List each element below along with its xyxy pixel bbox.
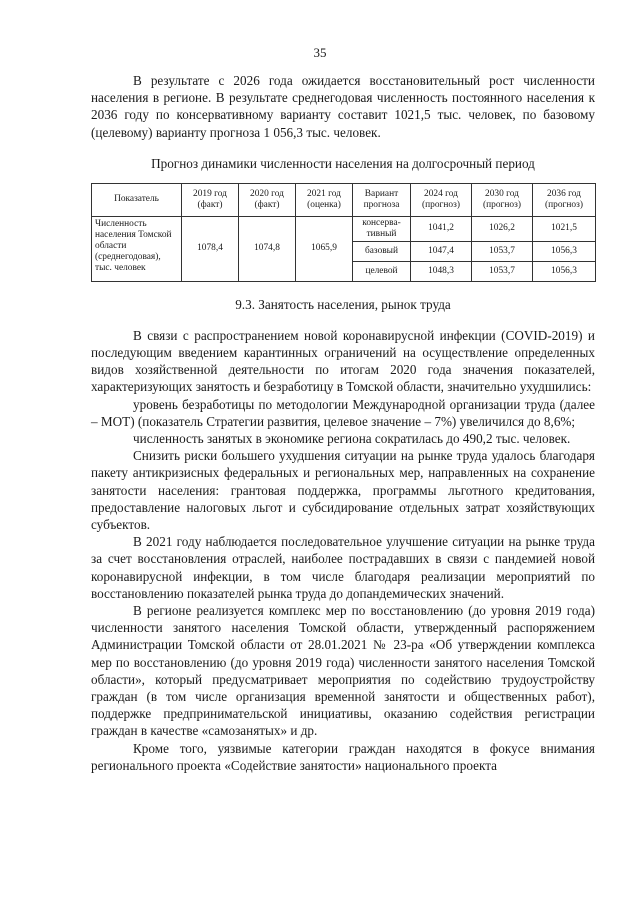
value-2019: 1078,4: [182, 216, 239, 281]
paragraph: численность занятых в экономике региона сократилась до 490,2 тыс. человек.: [133, 431, 571, 447]
header-2019: 2019 год (факт): [182, 183, 239, 216]
paragraph: В 2021 году наблюдается последовательное улучшение ситуации на рынке труда за счет восстановления отраслей, наиболее пострадавших в связи с пандемией новой коронавирусной инфекции, в том числе благодаря реализации мероприятий по восстановлению показателей рынка труда до допандемических значений.: [91, 534, 595, 601]
value-2036: 1056,3: [533, 241, 596, 261]
document-body: [91, 72, 595, 774]
value-2030: 1053,7: [472, 241, 533, 261]
indicator-cell: Численность населения Томской области (среднегодовая), тыс. человек: [92, 216, 182, 281]
variant-name: консерва-тивный: [353, 216, 411, 241]
header-2021: 2021 год (оценка): [296, 183, 353, 216]
table-header-row: [92, 183, 596, 216]
section-title: 9.3. Занятость населения, рынок труда: [235, 296, 451, 312]
header-2024: 2024 год (прогноз): [411, 183, 472, 216]
header-2020: 2020 год (факт): [239, 183, 296, 216]
table-row: [92, 216, 596, 241]
paragraph: В связи с распространением новой коронавирусной инфекции (COVID-2019) и последующим введением карантинных ограничений на осуществление определенных видов хозяйственной деятельности по итогам 2020 года значения показателей, характеризующих занятость и безработицу в Томской области, значительно ухудшились:: [91, 327, 595, 395]
value-2024: 1048,3: [411, 261, 472, 281]
paragraph: В регионе реализуется комплекс мер по восстановлению (до уровня 2019 года) численности занятого населения Томской области, утвержденный распоряжением Администрации Томской области от 28.01.2021 № 23-ра «Об утверждении комплекса мер по восстановлению (до уровня 2019 года) численности занятого населения Томской области», который предусматривает мероприятия по содействию трудоустройству граждан (в том числе организация временной занятости и общественных работ), поддержке предпринимательской инициативы, оказанию содействия регистрации граждан в качестве «самозанятых» и др.: [91, 603, 595, 739]
population-forecast-table: [91, 183, 596, 282]
value-2021: 1065,9: [296, 216, 353, 281]
paragraph: Кроме того, уязвимые категории граждан находятся в фокусе внимания регионального проекта «Содействие занятости» национального проекта: [91, 740, 595, 773]
value-2036: 1021,5: [533, 216, 596, 241]
intro-paragraph: В результате с 2026 года ожидается восстановительный рост численности населения в регионе. В результате среднегодовая численность постоянного населения к 2036 году по консервативному варианту составит 1021,5 тыс. человек, по базовому (целевому) варианту прогноза 1 056,3 тыс. человек.: [91, 73, 595, 140]
value-2020: 1074,8: [239, 216, 296, 281]
value-2024: 1047,4: [411, 241, 472, 261]
table-title: Прогноз динамики численности населения на долгосрочный период: [151, 155, 535, 171]
value-2030: 1053,7: [472, 261, 533, 281]
value-2030: 1026,2: [472, 216, 533, 241]
variant-name: целевой: [353, 261, 411, 281]
header-2030: 2030 год (прогноз): [472, 183, 533, 216]
header-2036: 2036 год (прогноз): [533, 183, 596, 216]
paragraph: Снизить риски большего ухудшения ситуации на рынке труда удалось благодаря пакету антикризисных федеральных и региональных мер, направленных на сохранение занятости населения: грантовая поддержка, программы льготного кредитования, предоставление налоговых льгот и субсидирование отдельных затрат хозяйствующих субъектов.: [91, 448, 595, 533]
variant-name: базовый: [353, 241, 411, 261]
header-variant: Вариант прогноза: [353, 183, 411, 216]
value-2036: 1056,3: [533, 261, 596, 281]
page-number: 35: [313, 45, 327, 60]
paragraph: уровень безработицы по методологии Международной организации труда (далее – МОТ) (показатель Стратегии развития, целевое значение – 7%) увеличился до 8,6%;: [91, 396, 595, 429]
value-2024: 1041,2: [411, 216, 472, 241]
header-indicator: Показатель: [92, 183, 182, 216]
